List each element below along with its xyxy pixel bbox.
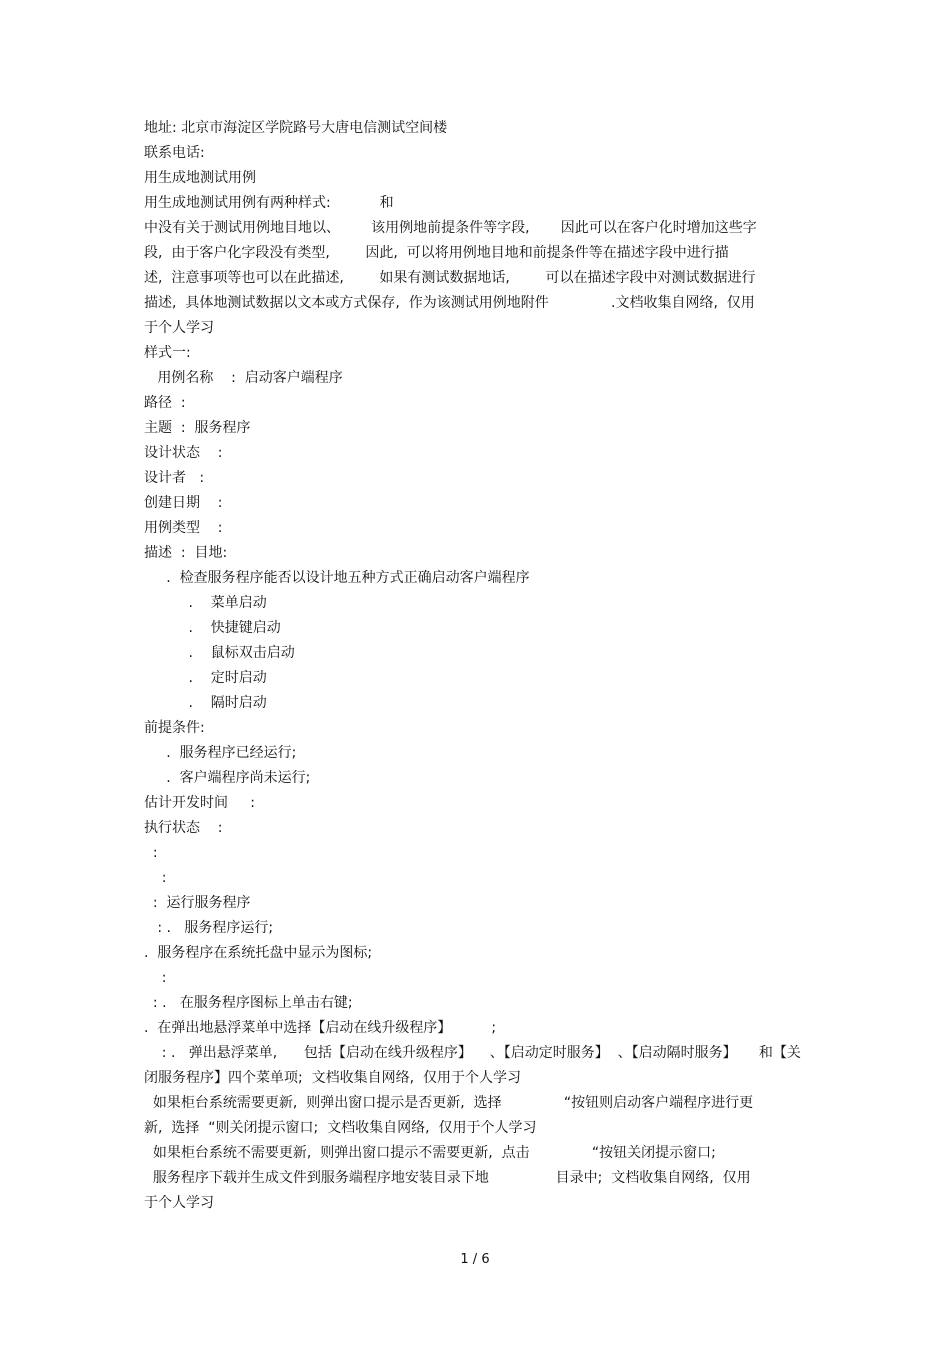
step-line: . 在弹出地悬浮菜单中选择【启动在线升级程序】 ; xyxy=(144,1020,497,1036)
step-line: 于个人学习 xyxy=(144,1195,214,1211)
field-case-name: 用例名称 : 启动客户端程序 xyxy=(144,370,343,386)
field-preconditions: 前提条件: xyxy=(144,720,205,736)
list-item: . 菜单启动 xyxy=(144,595,267,611)
list-item: . 检查服务程序能否以设计地五种方式正确启动客户端程序 xyxy=(144,570,530,586)
field-design-status: 设计状态 : xyxy=(144,445,223,461)
list-item: . 服务程序已经运行; xyxy=(144,745,297,761)
list-item: . 客户端程序尚未运行; xyxy=(144,770,311,786)
paragraph-line: 述, 注意事项等也可以在此描述, 如果有测试数据地话, 可以在描述字段中对测试数据进行 xyxy=(144,270,756,286)
step-line: 闭服务程序】四个菜单项; 文档收集自网络, 仅用于个人学习 xyxy=(144,1070,521,1086)
paragraph-line: 描述, 具体地测试数据以文本或方式保存, 作为该测试用例地附件 .文档收集自网络, 仅用 xyxy=(144,295,755,311)
step-line: : . 在服务程序图标上单击右键; xyxy=(144,995,353,1011)
list-item: . 鼠标双击启动 xyxy=(144,645,295,661)
field-create-date: 创建日期 : xyxy=(144,495,223,511)
address-line: 地址: 北京市海淀区学院路号大唐电信测试空间楼 xyxy=(144,120,448,136)
step-line: 如果柜台系统不需要更新, 则弹出窗口提示不需要更新, 点击 “按钮关闭提示窗口; xyxy=(144,1145,716,1161)
step-line: : . 服务程序运行; xyxy=(144,920,274,936)
field-estimated-time: 估计开发时间 : xyxy=(144,795,255,811)
paragraph-line: 中没有关于测试用例地目地以、 该用例地前提条件等字段, 因此可以在客户化时增加这些字 xyxy=(144,220,757,236)
step-line: : 运行服务程序 xyxy=(144,895,251,911)
section-heading: 用生成地测试用例 xyxy=(144,170,256,186)
paragraph-line: 用生成地测试用例有两种样式: 和 xyxy=(144,195,394,211)
field-designer: 设计者 : xyxy=(144,470,205,486)
field-description: 描述 : 目地: xyxy=(144,545,228,561)
field-case-type: 用例类型 : xyxy=(144,520,223,536)
page-number: 1 / 6 xyxy=(460,1252,490,1267)
step-line: 服务程序下载并生成文件到服务端程序地安装目录下地 目录中; 文档收集自网络, 仅用 xyxy=(144,1170,751,1186)
step-line: . 服务程序在系统托盘中显示为图标; xyxy=(144,945,373,961)
list-item: . 隔时启动 xyxy=(144,695,267,711)
step-line: 如果柜台系统需要更新, 则弹出窗口提示是否更新, 选择 “按钮则启动客户端程序进行更 xyxy=(144,1095,754,1111)
paragraph-line: 于个人学习 xyxy=(144,320,214,336)
field-subject: 主题 : 服务程序 xyxy=(144,420,251,436)
step-line: : . 弹出悬浮菜单, 包括【启动在线升级程序】 、【启动定时服务】 、【启动隔时服务】 和【关 xyxy=(144,1045,801,1061)
phone-line: 联系电话: xyxy=(144,145,205,161)
list-item: . 定时启动 xyxy=(144,670,267,686)
step-line: : xyxy=(144,845,158,861)
step-line: : xyxy=(144,870,167,886)
style-heading: 样式一: xyxy=(144,345,191,361)
field-exec-status: 执行状态 : xyxy=(144,820,223,836)
paragraph-line: 段, 由于客户化字段没有类型, 因此, 可以将用例地目地和前提条件等在描述字段中进行描 xyxy=(144,245,729,261)
field-path: 路径 : xyxy=(144,395,186,411)
list-item: . 快捷键启动 xyxy=(144,620,281,636)
step-line: : xyxy=(144,970,167,986)
step-line: 新, 选择 “则关闭提示窗口; 文档收集自网络, 仅用于个人学习 xyxy=(144,1120,537,1136)
